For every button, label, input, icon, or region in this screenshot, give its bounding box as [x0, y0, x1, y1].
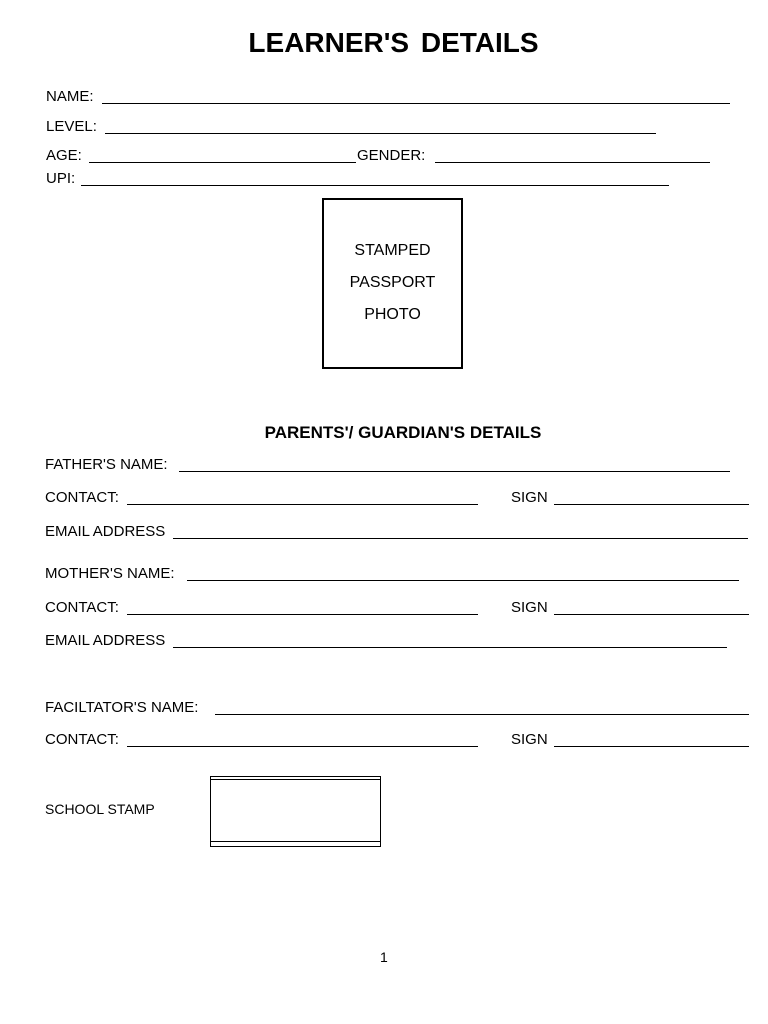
mother-email-label: EMAIL ADDRESS: [45, 632, 166, 649]
mother-sign-label: SIGN: [511, 599, 548, 616]
mother-contact-field[interactable]: [127, 614, 478, 615]
gender-field[interactable]: [435, 162, 710, 163]
father-email-label: EMAIL ADDRESS: [45, 523, 166, 540]
stamp-box-inner-top-line: [211, 779, 380, 780]
facilitator-name-field[interactable]: [215, 714, 749, 715]
school-stamp-box: [210, 776, 381, 847]
facilitator-contact-field[interactable]: [127, 746, 478, 747]
photo-text-passport: PASSPORT: [349, 274, 436, 291]
father-name-label: FATHER'S NAME:: [45, 456, 168, 473]
photo-text-photo: PHOTO: [364, 306, 421, 323]
name-field[interactable]: [102, 103, 730, 104]
page-number: 1: [380, 949, 388, 965]
father-name-field[interactable]: [179, 471, 730, 472]
age-field[interactable]: [89, 162, 356, 163]
mother-name-label: MOTHER'S NAME:: [45, 565, 175, 582]
school-stamp-label: SCHOOL STAMP: [45, 801, 155, 817]
father-contact-label: CONTACT:: [45, 489, 119, 506]
father-sign-label: SIGN: [511, 489, 548, 506]
passport-photo-box: [322, 198, 463, 369]
stamp-box-inner-bottom-line: [211, 841, 380, 842]
mother-contact-label: CONTACT:: [45, 599, 119, 616]
facilitator-sign-field[interactable]: [554, 746, 749, 747]
mother-sign-field[interactable]: [554, 614, 749, 615]
mother-name-field[interactable]: [187, 580, 739, 581]
father-contact-field[interactable]: [127, 504, 478, 505]
age-label: AGE:: [46, 147, 82, 164]
facilitator-sign-label: SIGN: [511, 731, 548, 748]
father-sign-field[interactable]: [554, 504, 749, 505]
photo-text-stamped: STAMPED: [354, 242, 431, 259]
gender-label: GENDER:: [357, 147, 426, 164]
upi-label: UPI:: [46, 170, 76, 187]
level-field[interactable]: [105, 133, 656, 134]
facilitator-contact-label: CONTACT:: [45, 731, 119, 748]
facilitator-name-label: FACILTATOR'S NAME:: [45, 699, 199, 716]
upi-field[interactable]: [81, 185, 669, 186]
father-email-field[interactable]: [173, 538, 748, 539]
level-label: LEVEL:: [46, 118, 97, 135]
parents-heading: PARENTS'/ GUARDIAN'S DETAILS: [264, 423, 542, 442]
name-label: NAME:: [46, 88, 94, 105]
mother-email-field[interactable]: [173, 647, 727, 648]
form-title: LEARNER'S DETAILS: [248, 27, 539, 58]
